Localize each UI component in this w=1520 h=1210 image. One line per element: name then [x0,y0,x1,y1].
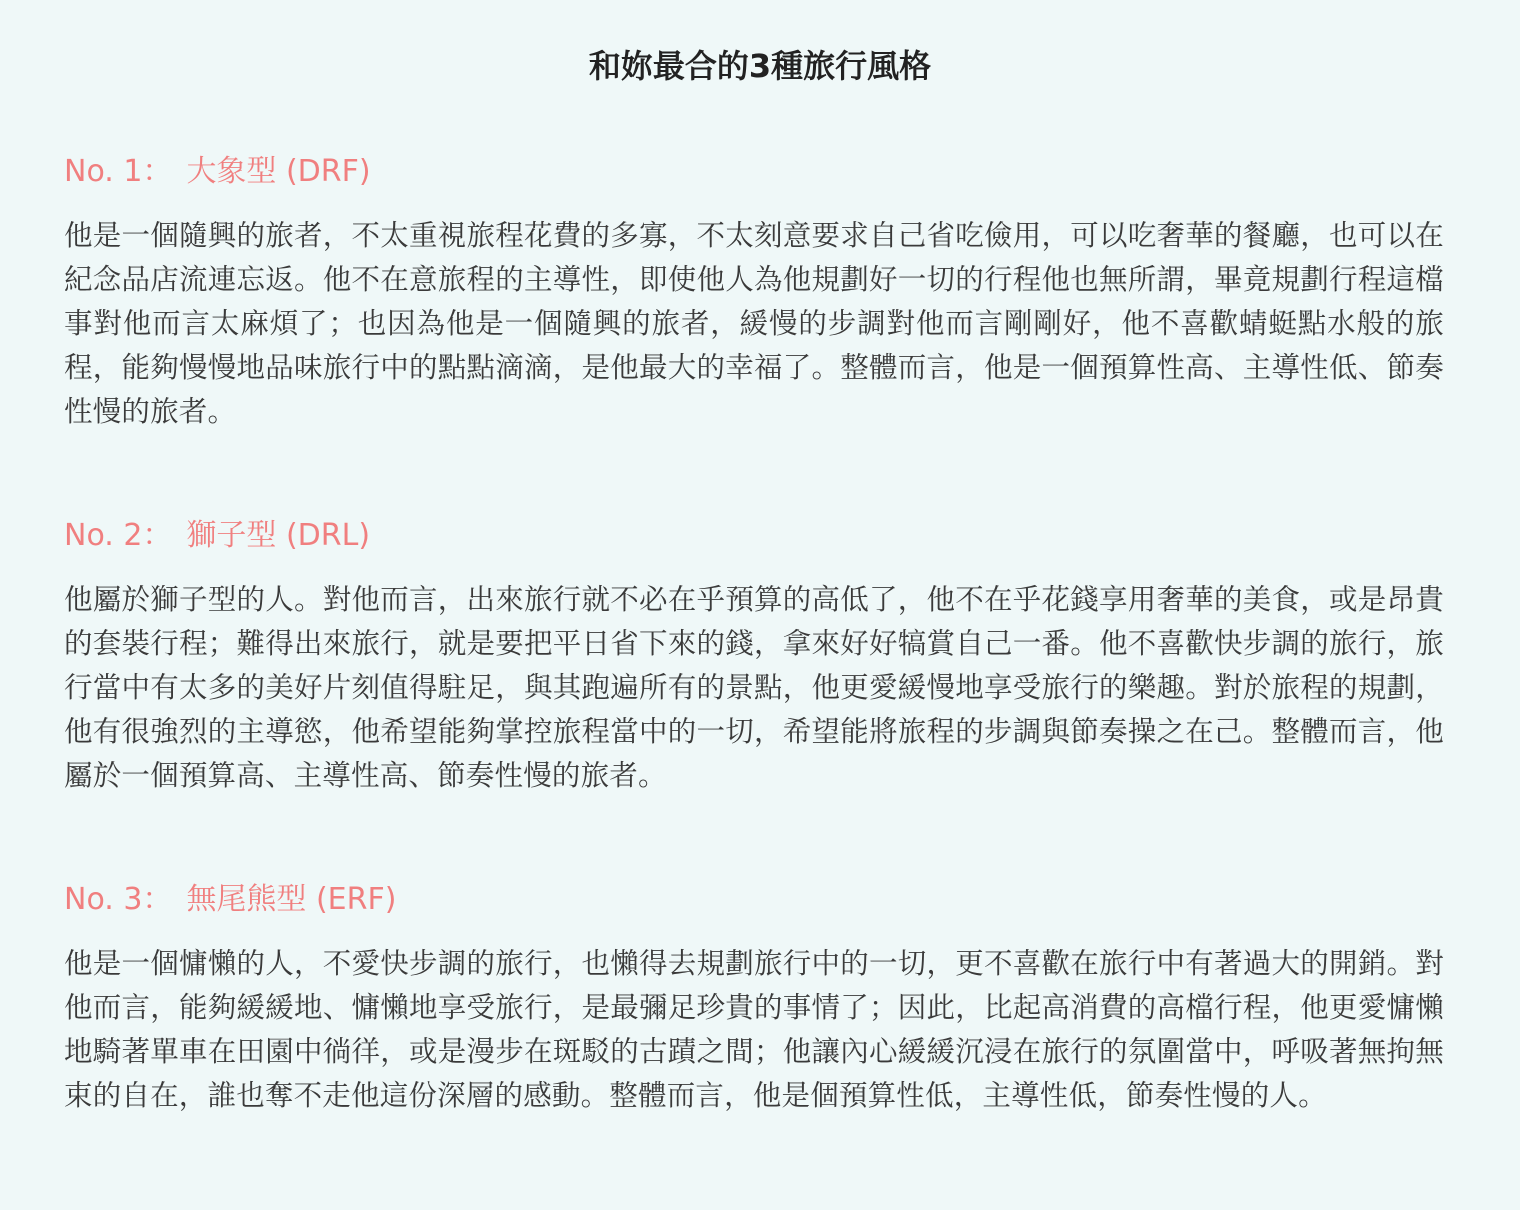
style-number: No. 1： [64,154,173,189]
style-name: 無尾熊型 (ERF) [186,882,397,917]
travel-style-3 [64,880,1444,1118]
style-description: 他是一個隨興的旅者，不太重視旅程花費的多寡，不太刻意要求自己省吃儉用，可以吃奢華的餐廳，也可以在紀念品店流連忘返。他不在意旅程的主導性，即使他人為他規劃好一切的行程他也無所謂，畢竟規劃行程這檔事對他而言太麻煩了；也因為他是一個隨興的旅者，緩慢的步調對他而言剛剛好，他不喜歡蜻蜓點水般的旅程，能夠慢慢地品味旅行中的點點滴滴，是他最大的幸福了。整體而言，他是一個預算性高、主導性低、節奏性慢的旅者。 [64,219,1444,428]
style-description: 他屬於獅子型的人。對他而言，出來旅行就不必在乎預算的高低了，他不在乎花錢享用奢華的美食，或是昂貴的套裝行程；難得出來旅行，就是要把平日省下來的錢，拿來好好犒賞自己一番。他不喜歡快步調的旅行，旅行當中有太多的美好片刻值得駐足，與其跑遍所有的景點，他更愛緩慢地享受旅行的樂趣。對於旅程的規劃，他有很強烈的主導慾，他希望能夠掌控旅程當中的一切，希望能將旅程的步調與節奏操之在己。整體而言，他屬於一個預算高、主導性高、節奏性慢的旅者。 [64,583,1444,792]
style-name: 大象型 (DRF) [186,154,371,189]
style-heading [64,152,1444,192]
style-description: 他是一個慵懶的人，不愛快步調的旅行，也懶得去規劃旅行中的一切，更不喜歡在旅行中有著過大的開銷。對他而言，能夠緩緩地、慵懶地享受旅行，是最彌足珍貴的事情了；因此，比起高消費的高檔行程，他更愛慵懶地騎著單車在田園中徜徉，或是漫步在斑駁的古蹟之間；他讓內心緩緩沉浸在旅行的氛圍當中，呼吸著無拘無束的自在，誰也奪不走他這份深層的感動。整體而言，他是個預算性低，主導性低，節奏性慢的人。 [64,947,1444,1112]
travel-style-2 [64,516,1444,798]
travel-style-1 [64,152,1444,434]
style-number: No. 2： [64,518,173,553]
style-heading [64,516,1444,556]
style-name: 獅子型 (DRL) [186,518,371,553]
style-number: No. 3： [64,882,173,917]
style-heading [64,880,1444,920]
page-title: 和妳最合的3種旅行風格 [588,47,932,85]
